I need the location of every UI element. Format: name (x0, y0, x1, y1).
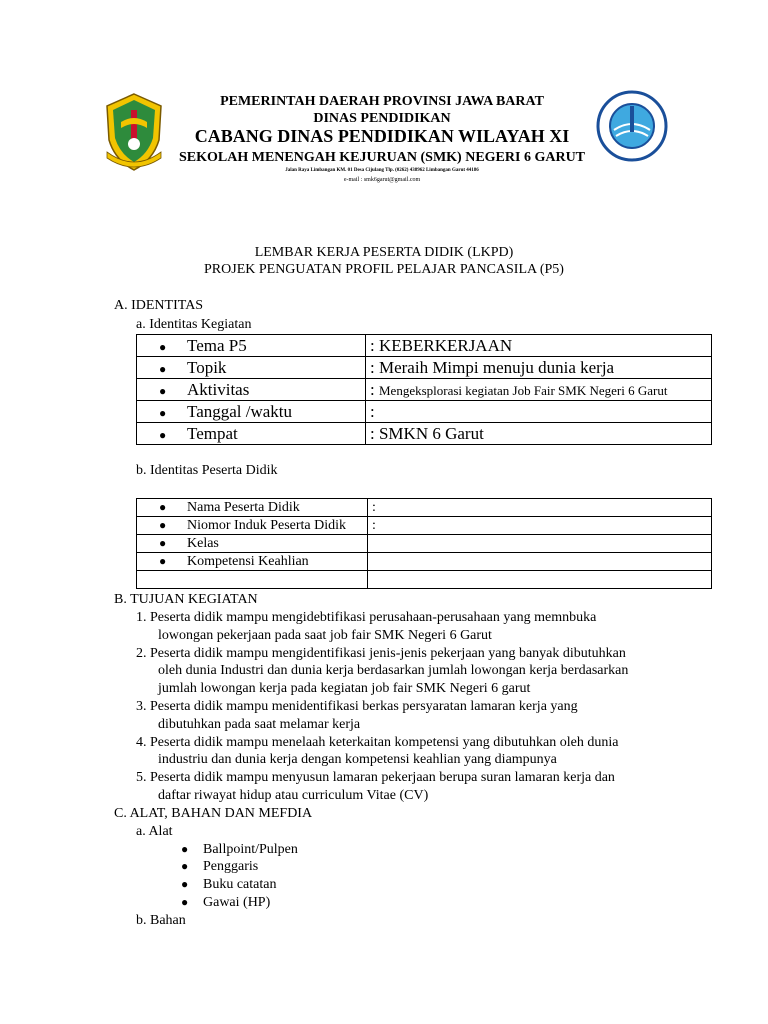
table-cell-label: ● Niomor Induk Peserta Didik (137, 517, 368, 535)
tujuan-line: 1. Peserta didik mampu mengidebtifikasi perusahaan-perusahaan yang memnbuka (136, 610, 597, 625)
table-row (137, 335, 712, 357)
table-cell-label: ● Tema P5 (137, 335, 366, 357)
list-item: ● Ballpoint/Pulpen (181, 842, 298, 857)
section-c-sub-b: b. Bahan (136, 913, 186, 928)
tujuan-line: dibutuhkan pada saat melamar kerja (158, 717, 361, 732)
table-cell-value: : Meraih Mimpi menuju dunia kerja (366, 357, 712, 379)
bullet-icon: ● (181, 859, 189, 873)
tujuan-line: lowongan pekerjaan pada saat job fair SMK Negeri 6 Garut (158, 628, 492, 643)
table-row (137, 553, 712, 571)
section-a-sub-b: b. Identitas Peserta Didik (136, 463, 278, 478)
document-title: LEMBAR KERJA PESERTA DIDIK (LKPD) (254, 245, 514, 260)
bullet-icon: ● (181, 842, 189, 856)
header-line-province: PEMERINTAH DAERAH PROVINSI JAWA BARAT (220, 94, 544, 109)
tujuan-line: jumlah lowongan kerja pada kegiatan job fair SMK Negeri 6 garut (158, 681, 531, 696)
table-cell-label: ● Kompetensi Keahlian (137, 553, 368, 571)
table-cell-label: ● Tanggal /waktu (137, 401, 366, 423)
table-row (137, 423, 712, 445)
header-email: e-mail : smk6garut@gmail.com (343, 177, 421, 183)
table-cell-label: ● Aktivitas (137, 379, 366, 401)
section-a-heading: A. IDENTITAS (114, 298, 204, 313)
section-c-sub-a: a. Alat (136, 824, 173, 839)
section-a-sub-a: a. Identitas Kegiatan (136, 317, 252, 332)
table-row (137, 379, 712, 401)
table-cell-value (368, 535, 712, 553)
table-cell-value: : Mengeksplorasi kegiatan Job Fair SMK Negeri 6 Garut (366, 379, 712, 401)
table-cell-value (368, 553, 712, 571)
header-line-cabang: CABANG DINAS PENDIDIKAN WILAYAH XI (194, 126, 570, 146)
tujuan-line: 5. Peserta didik mampu menyusun lamaran pekerjaan berupa suran lamaran kerja dan (136, 770, 615, 785)
table-row (137, 517, 712, 535)
tujuan-line: 2. Peserta didik mampu mengidentifikasi jenis-jenis pekerjaan yang banyak dibutuhkan (136, 646, 626, 661)
table-cell-label: ● Kelas (137, 535, 368, 553)
smk-negeri-6-garut-logo-icon (596, 90, 668, 162)
table-cell-label (137, 571, 368, 589)
list-item: ● Buku catatan (181, 877, 277, 892)
table-row (137, 499, 712, 517)
bullet-icon: ● (181, 895, 189, 909)
table-row (137, 357, 712, 379)
tujuan-line: 4. Peserta didik mampu menelaah keterkaitan kompetensi yang dibutuhkan oleh dunia (136, 735, 619, 750)
tujuan-line: industriu dan dunia kerja dengan kompetensi keahlian yang diampunya (158, 752, 557, 767)
identitas-kegiatan-table (136, 334, 712, 445)
table-cell-label: ● Nama Peserta Didik (137, 499, 368, 517)
header-address: Jalan Raya Limbangan KM. 01 Desa Cijulang Tlp. (0262) 438962 Limbangan Garut 44186 (285, 168, 479, 173)
header-line-dinas: DINAS PENDIDIKAN (313, 111, 451, 126)
table-cell-value: : SMKN 6 Garut (366, 423, 712, 445)
jawa-barat-emblem-icon (103, 92, 165, 172)
document-subtitle: PROJEK PENGUATAN PROFIL PELAJAR PANCASILA (P5) (204, 262, 564, 277)
table-row (137, 535, 712, 553)
table-cell-value (368, 571, 712, 589)
identitas-peserta-table (136, 498, 712, 589)
bullet-icon: ● (181, 877, 189, 891)
table-cell-value: : (366, 401, 712, 423)
list-item: ● Gawai (HP) (181, 895, 271, 910)
list-item: ● Penggaris (181, 859, 259, 874)
table-cell-value: : KEBERKERJAAN (366, 335, 712, 357)
tujuan-line: oleh dunia Industri dan dunia kerja berdasarkan jumlah lowongan kerja berdasarkan (158, 663, 629, 678)
table-row (137, 571, 712, 589)
table-cell-value: : (368, 499, 712, 517)
table-row (137, 401, 712, 423)
section-b-heading: B. TUJUAN KEGIATAN (114, 592, 258, 607)
table-cell-label: ● Topik (137, 357, 366, 379)
tujuan-line: 3. Peserta didik mampu menidentifikasi berkas persyaratan lamaran kerja yang (136, 699, 578, 714)
header-line-school: SEKOLAH MENENGAH KEJURUAN (SMK) NEGERI 6 GARUT (178, 150, 586, 165)
tujuan-line: daftar riwayat hidup atau curriculum Vitae (CV) (158, 788, 429, 803)
table-cell-value: : (368, 517, 712, 535)
section-c-heading: C. ALAT, BAHAN DAN MEFDIA (114, 806, 313, 821)
table-cell-label: ● Tempat (137, 423, 366, 445)
